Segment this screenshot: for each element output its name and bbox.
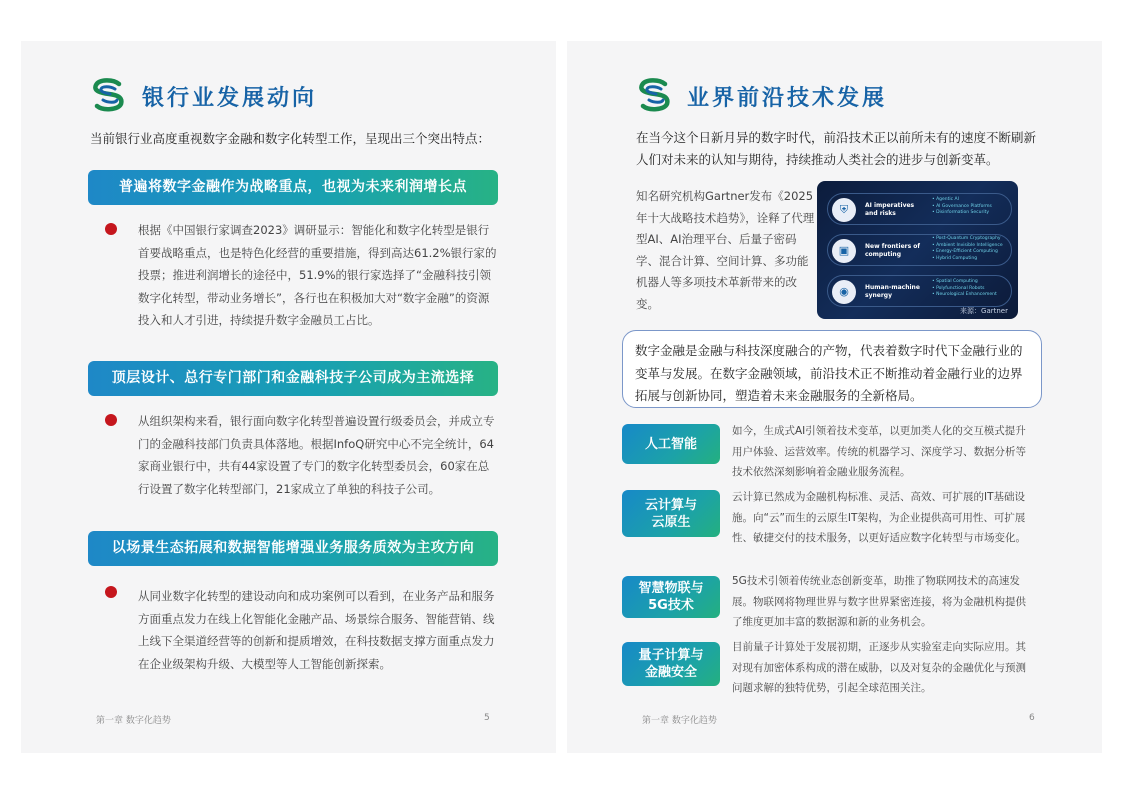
section-banner-2: 顶层设计、总行专门部门和金融科技子公司成为主流选择 [88, 361, 498, 396]
bullet-dot [105, 414, 117, 426]
page-number: 6 [1029, 713, 1035, 723]
trend-row-synergy [827, 275, 1012, 307]
topic-tag-cloud: 云计算与 云原生 [622, 490, 720, 537]
trend-row-computing [827, 234, 1012, 266]
topic-tag-ai: 人工智能 [622, 424, 720, 464]
page-5 [21, 41, 556, 753]
footer-chapter: 第一章 数字化趋势 [96, 716, 171, 726]
topic-desc-cloud: 云计算已然成为金融机构标准、灵活、高效、可扩展的IT基础设施。向“云”而生的云原生IT架构，为企业提供高可用性、可扩展性、敏捷交付的技术服务，以更好适应数字化转型与市场变化。 [732, 491, 1026, 544]
page-6 [567, 41, 1102, 753]
bank-logo-icon [89, 78, 129, 112]
section-body-3: 从同业数字化转型的建设动向和成功案例可以看到，在业务产品和服务方面重点发力在线上化智能化金融产品、场景综合服务、智能营销、线上线下全渠道经营等的创新和提质增效，在科技数据支撑方面重点发力在企业级架构升级、大模型等人工智能创新探索。 [138, 589, 495, 671]
topic-tag-iot: 智慧物联与 5G技术 [622, 576, 720, 618]
topic-desc-iot: 5G技术引领着传统业态创新变革，助推了物联网技术的高速发展。物联网将物理世界与数字世界紧密连接，将为金融机构提供了维度更加丰富的数据源和新的业务机会。 [732, 575, 1026, 628]
footer-chapter: 第一章 数字化趋势 [642, 716, 717, 726]
section-body-2: 从组织架构来看，银行面向数字化转型普遍设置行级委员会，并成立专门的金融科技部门负责具体落地。根据InfoQ研究中心不完全统计，64家商业银行中，共有44家设置了专门的数字化转型委员会，60家在总行设置了数字化转型部门，21家成立了单独的科技子公司。 [138, 414, 495, 496]
section-banner-3: 以场景生态拓展和数据智能增强业务服务质效为主攻方向 [88, 531, 498, 566]
trend-title: New frontiers of computing [865, 243, 921, 258]
shield-icon: ⛨ [832, 198, 856, 222]
trend-items: • Post-Quantum Cryptography • Ambient Invisible Intelligence • Energy-Efficient Computing • Hybrid Computing [932, 236, 1003, 261]
callout-box: 数字金融是金融与科技深度融合的产物，代表着数字时代下金融行业的变革与发展。在数字金融领域，前沿技术正不断推动着金融行业的边界拓展与创新协同，塑造着未来金融服务的全新格局。 [622, 330, 1042, 408]
gartner-trends-card [817, 181, 1018, 319]
bullet-dot [105, 586, 117, 598]
bullet-dot [105, 223, 117, 235]
page-title: 业界前沿技术发展 [687, 85, 888, 111]
topic-desc-ai: 如今，生成式AI引领着技术变革，以更加类人化的交互模式提升用户体验、运营效率。传统的机器学习、深度学习、数据分析等技术依然深刻影响着金融业服务流程。 [732, 425, 1026, 478]
chip-icon: ▣ [832, 239, 856, 263]
topic-tag-quantum: 量子计算与 金融安全 [622, 642, 720, 686]
intro-text: 在当今这个日新月异的数字时代，前沿技术正以前所未有的速度不断刷新人们对未来的认知与期待，持续推动人类社会的进步与创新变革。 [636, 130, 1037, 167]
page-number: 5 [484, 713, 490, 723]
eye-icon: ◉ [832, 280, 856, 304]
topic-desc-quantum: 目前量子计算处于发展初期，正逐步从实验室走向实际应用。其对现有加密体系构成的潜在威胁，以及对复杂的金融优化与预测问题求解的独特优势，引起全球范围关注。 [732, 641, 1026, 694]
trend-row-ai [827, 193, 1012, 225]
page-title: 银行业发展动向 [142, 85, 318, 111]
trend-source: 来源：Gartner [960, 307, 1008, 315]
section-body-1: 根据《中国银行家调查2023》调研显示：智能化和数字化转型是银行首要战略重点，也是特色化经营的重要措施，得到高达61.2%银行家的投票；推进利润增长的途径中，51.9%的银行家选择了“金融科技引领数字化转型，带动业务增长”，各行也在积极加大对“数字金融”的资源投入和人才引进，持续提升数字金融员工占比。 [138, 223, 497, 327]
section-banner-1: 普遍将数字金融作为战略重点，也视为未来利润增长点 [88, 170, 498, 205]
trend-items: • Agentic AI • AI Governance Platforms • Disinformation Security [932, 197, 992, 215]
trend-title: AI imperatives and risks [865, 202, 915, 217]
bank-logo-icon [635, 78, 675, 112]
gartner-text: 知名研究机构Gartner发布《2025年十大战略技术趋势》，诠释了代理型AI、AI治理平台、后量子密码学、混合计算、空间计算、多功能机器人等多项技术革新带来的改变。 [636, 189, 815, 311]
intro-text: 当前银行业高度重视数字金融和数字化转型工作，呈现出三个突出特点： [90, 131, 491, 146]
trend-title: Human-machine synergy [865, 284, 920, 299]
trend-items: • Spatial Computing • Polyfunctional Robots • Neurological Enhancement [932, 279, 997, 297]
